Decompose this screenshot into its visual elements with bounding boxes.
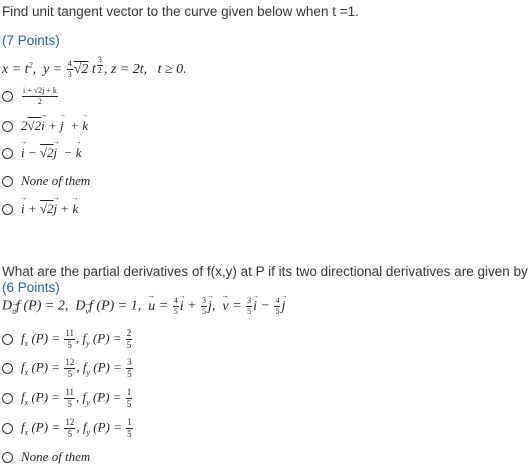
- question-1-option-4[interactable]: [2, 171, 90, 191]
- option-label: $f_x$ (P) = $\frac{11}{5}$ , $f_y$ (P) = $\frac{2}{5}$: [21, 327, 132, 350]
- question-2-option-2[interactable]: [2, 358, 134, 378]
- radio-button[interactable]: [2, 363, 13, 374]
- radio-button[interactable]: [2, 148, 13, 159]
- question-2-points: (6 Points): [2, 280, 60, 295]
- option-label: None of them: [21, 449, 91, 464]
- option-label: 2√2→ i + → j + → k: [21, 118, 88, 134]
- option-label: → i − √2→ j − → k: [21, 145, 81, 161]
- question-2-title: What are the partial derivatives of f(x,y) at P if its two directional derivatives are given by: [2, 264, 528, 279]
- question-1-option-1[interactable]: [2, 86, 59, 106]
- question-1-curve-equation: $x = t^2$, y = $\frac{4}{3}$ √2 t $^{\frac{3}{2}}$ , z = 2t, t ≥ 0.: [2, 55, 187, 80]
- radio-button[interactable]: [2, 334, 13, 345]
- radio-button[interactable]: [2, 452, 13, 463]
- question-2-option-1[interactable]: [2, 329, 133, 349]
- option-label: $f_x$ (P) = $\frac{12}{5}$ , $f_y$ (P) = $\frac{3}{5}$: [21, 356, 132, 379]
- question-2-option-5[interactable]: [2, 447, 90, 467]
- radio-button[interactable]: [2, 121, 13, 132]
- question-2-directional-derivatives: D→ $_u$f (P) = 2, D→ $_v$f (P) = 1, → u = $\frac{4}{5}$ → i + $\frac{3}{5}$ → j, → v = $\frac{3}{5}$ → i − $\frac{4}{5}$ → j: [2, 297, 285, 316]
- option-label: → i + √2→ j + → k: [21, 201, 78, 217]
- radio-button[interactable]: [2, 423, 13, 434]
- radio-button[interactable]: [2, 91, 13, 102]
- question-1-option-3[interactable]: [2, 143, 81, 163]
- question-1-option-2[interactable]: [2, 116, 88, 136]
- option-label: $f_x$ (P) = $\frac{12}{5}$ , $f_y$ (P) = $\frac{1}{5}$: [21, 416, 132, 439]
- radio-button[interactable]: [2, 176, 13, 187]
- option-label: $\frac{i + √2j + k}{2}$: [23, 85, 57, 106]
- question-1-points: (7 Points): [2, 33, 60, 48]
- question-2-option-4[interactable]: [2, 418, 134, 438]
- radio-button[interactable]: [2, 393, 13, 404]
- question-2-option-3[interactable]: [2, 388, 133, 408]
- radio-button[interactable]: [2, 204, 13, 215]
- option-label: None of them: [21, 173, 91, 188]
- option-label: $f_x$ (P) = $\frac{11}{5}$ , $f_y$ (P) = $\frac{1}{5}$: [21, 386, 132, 409]
- question-1-title: Find unit tangent vector to the curve given below when t =1.: [2, 4, 359, 19]
- question-1-option-5[interactable]: [2, 199, 78, 219]
